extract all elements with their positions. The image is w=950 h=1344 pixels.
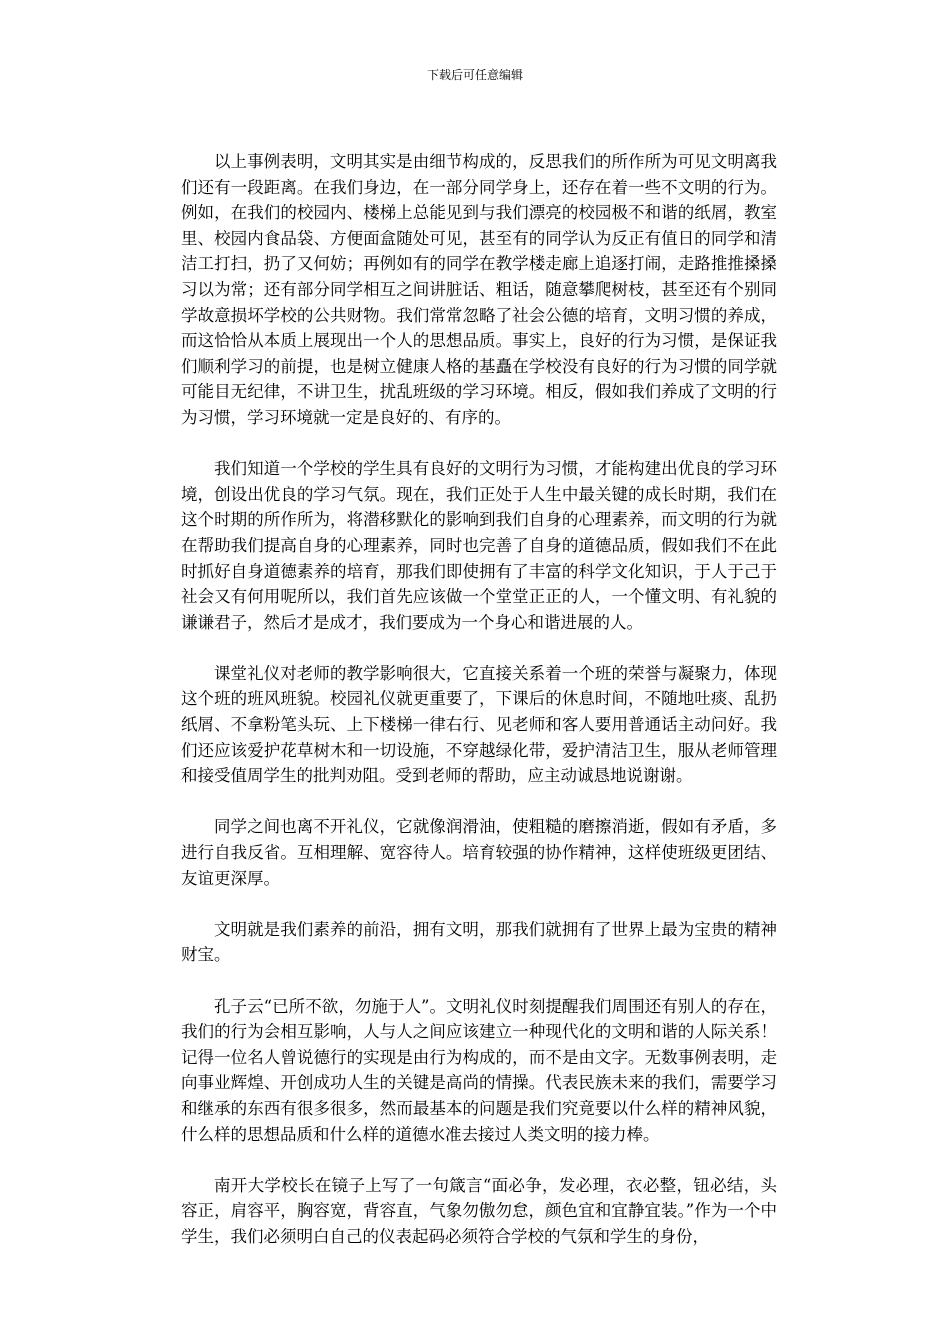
document-body bbox=[181, 149, 777, 1275]
paragraph: 孔子云“已所不欲，勿施于人”。文明礼仪时刻提醒我们周围还有别人的存在，我们的行为会相互影响，人与人之间应该建立一种现代化的文明和谐的人际关系！记得一位名人曾说德行的实现是由行为构成的，而不是由文字。无数事例表明，走向事业辉煌、开创成功人生的关键是高尚的情操。代表民族未来的我们，需要学习和继承的东西有很多很多，然而最基本的问题是我们究竟要以什么样的精神风貌，什么样的思想品质和什么样的道德水准去接过人类文明的接力棒。 bbox=[181, 996, 777, 1144]
paragraph: 课堂礼仪对老师的教学影响很大，它直接关系着一个班的荣誉与凝聚力，体现这个班的班风班貌。校园礼仪就更重要了，下课后的休息时间，不随地吐痰、乱扔纸屑、不拿粉笔头玩、上下楼梯一律右行、见老师和客人要用普通话主动问好。我们还应该爱护花草树木和一切设施，不穿越绿化带，爱护清洁卫生，服从老师管理和接受值周学生的批判劝阻。受到老师的帮助，应主动诚恳地说谢谢。 bbox=[181, 663, 777, 786]
paragraph: 以上事例表明，文明其实是由细节构成的，反思我们的所作所为可见文明离我们还有一段距离。在我们身边，在一部分同学身上，还存在着一些不文明的行为。例如，在我们的校园内、楼梯上总能见到与我们漂亮的校园极不和谐的纸屑，教室里、校园内食品袋、方便面盒随处可见，甚至有的同学认为反正有值日的同学和清洁工打扫，扔了又何妨；再例如有的同学在教学楼走廊上追逐打闹，走路推推搡搡习以为常；还有部分同学相互之间讲脏话、粗话，随意攀爬树枝，甚至还有个别同学故意损坏学校的公共财物。我们常常忽略了社会公德的培育，文明习惯的养成，而这恰恰从本质上展现出一个人的思想品质。事实上，良好的行为习惯，是保证我们顺利学习的前提，也是树立健康人格的基矗在学校没有良好的行为习惯的同学就可能目无纪律，不讲卫生，扰乱班级的学习环境。相反，假如我们养成了文明的行为习惯，学习环境就一定是良好的、有序的。 bbox=[181, 152, 777, 427]
paragraph: 我们知道一个学校的学生具有良好的文明行为习惯，才能构建出优良的学习环境，创设出优良的学习气氛。现在，我们正处于人生中最关键的成长时期，我们在这个时期的所作所为，将潜移默化的影响到我们自身的心理素养，而文明的行为就在帮助我们提高自身的心理素养，同时也完善了自身的道德品质，假如我们不在此时抓好自身道德素养的培育，那我们即使拥有了丰富的科学文化知识，于人于己于社会又有何用呢所以，我们首先应该做一个堂堂正正的人，一个懂文明、有礼貌的谦谦君子，然后才是成才，我们要成为一个身心和谐进展的人。 bbox=[181, 459, 777, 632]
paragraph: 文明就是我们素养的前沿，拥有文明，那我们就拥有了世界上最为宝贵的精神财宝。 bbox=[181, 919, 777, 965]
paragraph: 南开大学校长在镜子上写了一句箴言“面必争，发必理，衣必整，钮必结，头容正，肩容平，胸容宽，背容直，气象勿傲勿怠，颜色宜和宜静宜装。”作为一个中学生，我们必须明白自己的仪表起码必须符合学校的气氛和学生的身份， bbox=[181, 1175, 777, 1246]
paragraph: 同学之间也离不开礼仪，它就像润滑油，使粗糙的磨擦消逝，假如有矛盾，多进行自我反省。互相理解、宽容待人。培育较强的协作精神，这样使班级更团结、友谊更深厚。 bbox=[181, 817, 777, 888]
page-header-note: 下载后可任意编辑 bbox=[426, 68, 523, 82]
